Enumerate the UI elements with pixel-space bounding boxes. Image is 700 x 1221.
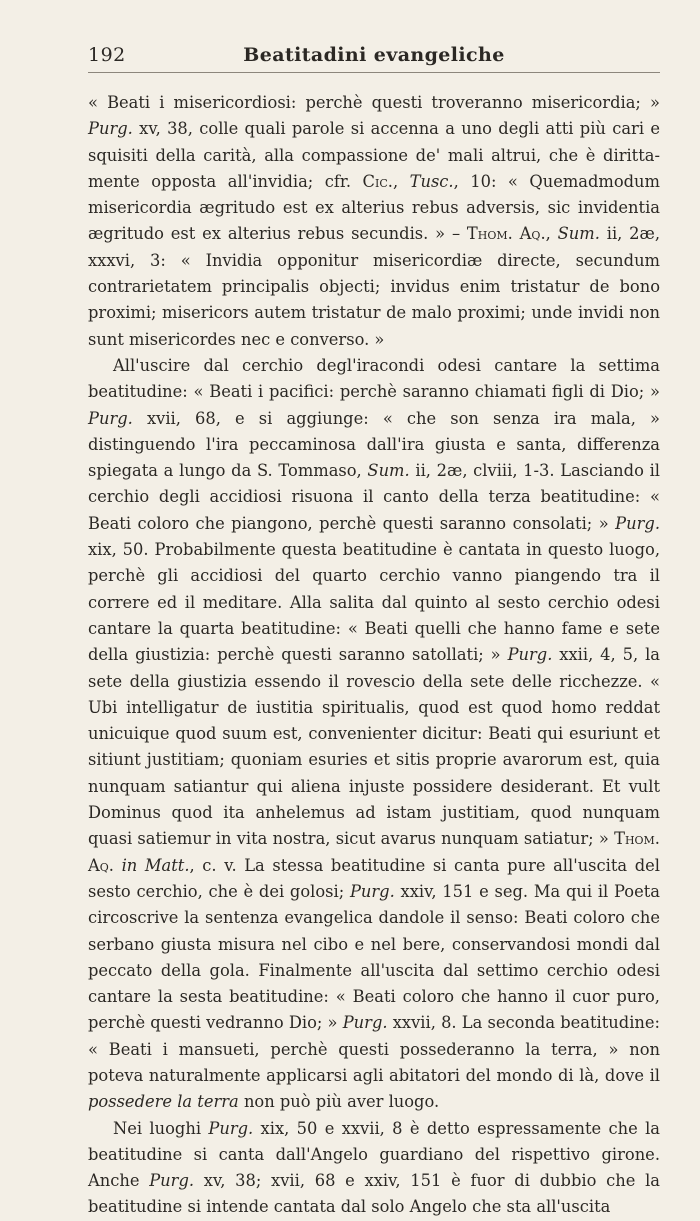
text-run: xxvii, 8. La seconda beatitudine: « Beati i mansueti, perchè questi possederanno la terra, » non poteva naturalmente applicarsi agli abitatori del mondo di là, dove il (88, 1013, 661, 1085)
text-run: xix, 50. Probabilmente questa beatitudine è cantata in questo luogo, perchè gli accidiosi del quarto cerchio vanno piangendo tra il correre ed il meditare. Alla salita dal quinto al sesto cerchio odesi cantare la quarta beatitudine: « Beati quelli che hanno fame e sete della giustizia: perchè questi saranno satollati; » (88, 540, 660, 665)
page-number: 192 (88, 44, 126, 66)
text-run: ii, 2æ, clviii, 1-3. Lasciando il cerchio degli accidiosi risuona il canto della terza beatitudine: « Beati coloro che piangono, perchè questi saranno consolati; » (88, 461, 660, 533)
text-run: Nei luoghi (113, 1118, 209, 1138)
text-run: non può più aver luogo. (238, 1092, 440, 1112)
text-run: All'uscire dal cerchio degl'iracondi odesi cantare la settima beatitudine: « Beati i pacifici: perchè saranno chiamati figli di Dio; » (88, 355, 660, 402)
text-run (114, 856, 122, 875)
text-run: xv, 38; xvii, 68 e xxiv, 151 è fuor di dubbio che la beatitudine si intende cantata dal solo Angelo che sta all'uscita (88, 1171, 660, 1217)
small-caps-author: Thom. Aq. (466, 224, 546, 244)
italic-reference: Purg. (342, 1013, 388, 1033)
running-title: Beatitadini evangeliche (243, 44, 505, 66)
small-caps-author: Thom. Aq. (88, 829, 660, 875)
italic-reference: in Matt. (121, 855, 190, 875)
text-run: xxiv, 151 e seg. Ma qui il Poeta circoscrive la sentenza evangelica dandole il senso: Beati coloro che serbano giusta misura nel cibo e nel bere, conservandosi mondi dal peccato della gola. Finalmente all'uscita dal settimo cerchio odesi cantare la sesta beatitudine: « Beati coloro che hanno il cuor puro, perchè questi vedranno Dio; » (88, 881, 660, 1033)
text-run: , c. v. La stessa beatitudine si canta pure all'uscita del sesto cerchio, che è dei golosi; (88, 855, 660, 901)
italic-reference: Purg. (507, 645, 553, 665)
paragraph (88, 90, 660, 353)
text-run: xvii, 68, e si aggiunge: « che son senza ira mala, » distinguendo l'ira peccaminosa dall'ira giusta e santa, differenza spiegata a lungo da S. Tommaso, (88, 408, 660, 481)
italic-reference: Purg. (208, 1118, 254, 1138)
text-run: « Beati i misericordiosi: perchè questi troveranno misericordia; » (88, 93, 660, 112)
italic-reference: Sum. (367, 461, 410, 481)
paragraph (88, 353, 660, 1116)
small-caps-author: Cic. (362, 171, 393, 191)
text-run: xv, 38, colle quali parole si accenna a uno degli atti più cari e squisiti della carità, alla compassione de' mali altrui, che è dirittamente opposta all'invidia; cfr. (88, 119, 660, 191)
italic-reference: Purg. (88, 408, 133, 428)
italic-reference: Purg. (349, 881, 395, 901)
italic-reference: Purg. (149, 1171, 195, 1191)
header-rule (88, 72, 660, 73)
page-header (88, 44, 660, 74)
text-run: xix, 50 e xxvii, 8 è detto espressamente che la beatitudine si canta dall'Angelo guardiano del rispettivo girone. Anche (88, 1118, 660, 1191)
italic-reference: Purg. (88, 119, 133, 139)
body-text (88, 90, 660, 1221)
text-run: ii, 2æ, xxxvi, 3: « Invidia opponitur misericordiæ directe, secundum contrarietatem principalis objecti; invidus enim tristatur de bono proximi; misericors autem tristatur de malo proximi; unde invidi non sunt misericordes nec e converso. » (88, 224, 660, 349)
text-run: , 10: « Quemadmodum misericordia ægritudo est ex alterius rebus adversis, sic invidentia ægritudo est ex alterius rebus secundis. » – (88, 171, 660, 244)
text-run: xxii, 4, 5, la sete della giustizia essendo il rovescio della sete delle ricchezze. « Ubi intelligatur de iustitia spiritualis, quod est quod homo reddat unicuique quod suum est, convenienter dicitur: Beati qui esuriunt et sitiunt justitiam; quoniam esuries et sitis proprie avarorum est, quia nunquam satiantur qui aliena injuste possidere desiderant. Et vult Dominus quod ita anhelemus ad istam justitiam, quod nunquam quasi satiemur in vita nostra, sicut avarus nunquam satiatur; » (88, 645, 660, 849)
italic-reference: possedere la terra (88, 1092, 239, 1112)
italic-reference: Purg. (615, 513, 660, 533)
paragraph (88, 1116, 660, 1221)
text-run: , (545, 224, 558, 244)
text-run: , (392, 171, 410, 191)
italic-reference: Tusc. (409, 171, 454, 191)
italic-reference: Sum. (557, 224, 600, 244)
